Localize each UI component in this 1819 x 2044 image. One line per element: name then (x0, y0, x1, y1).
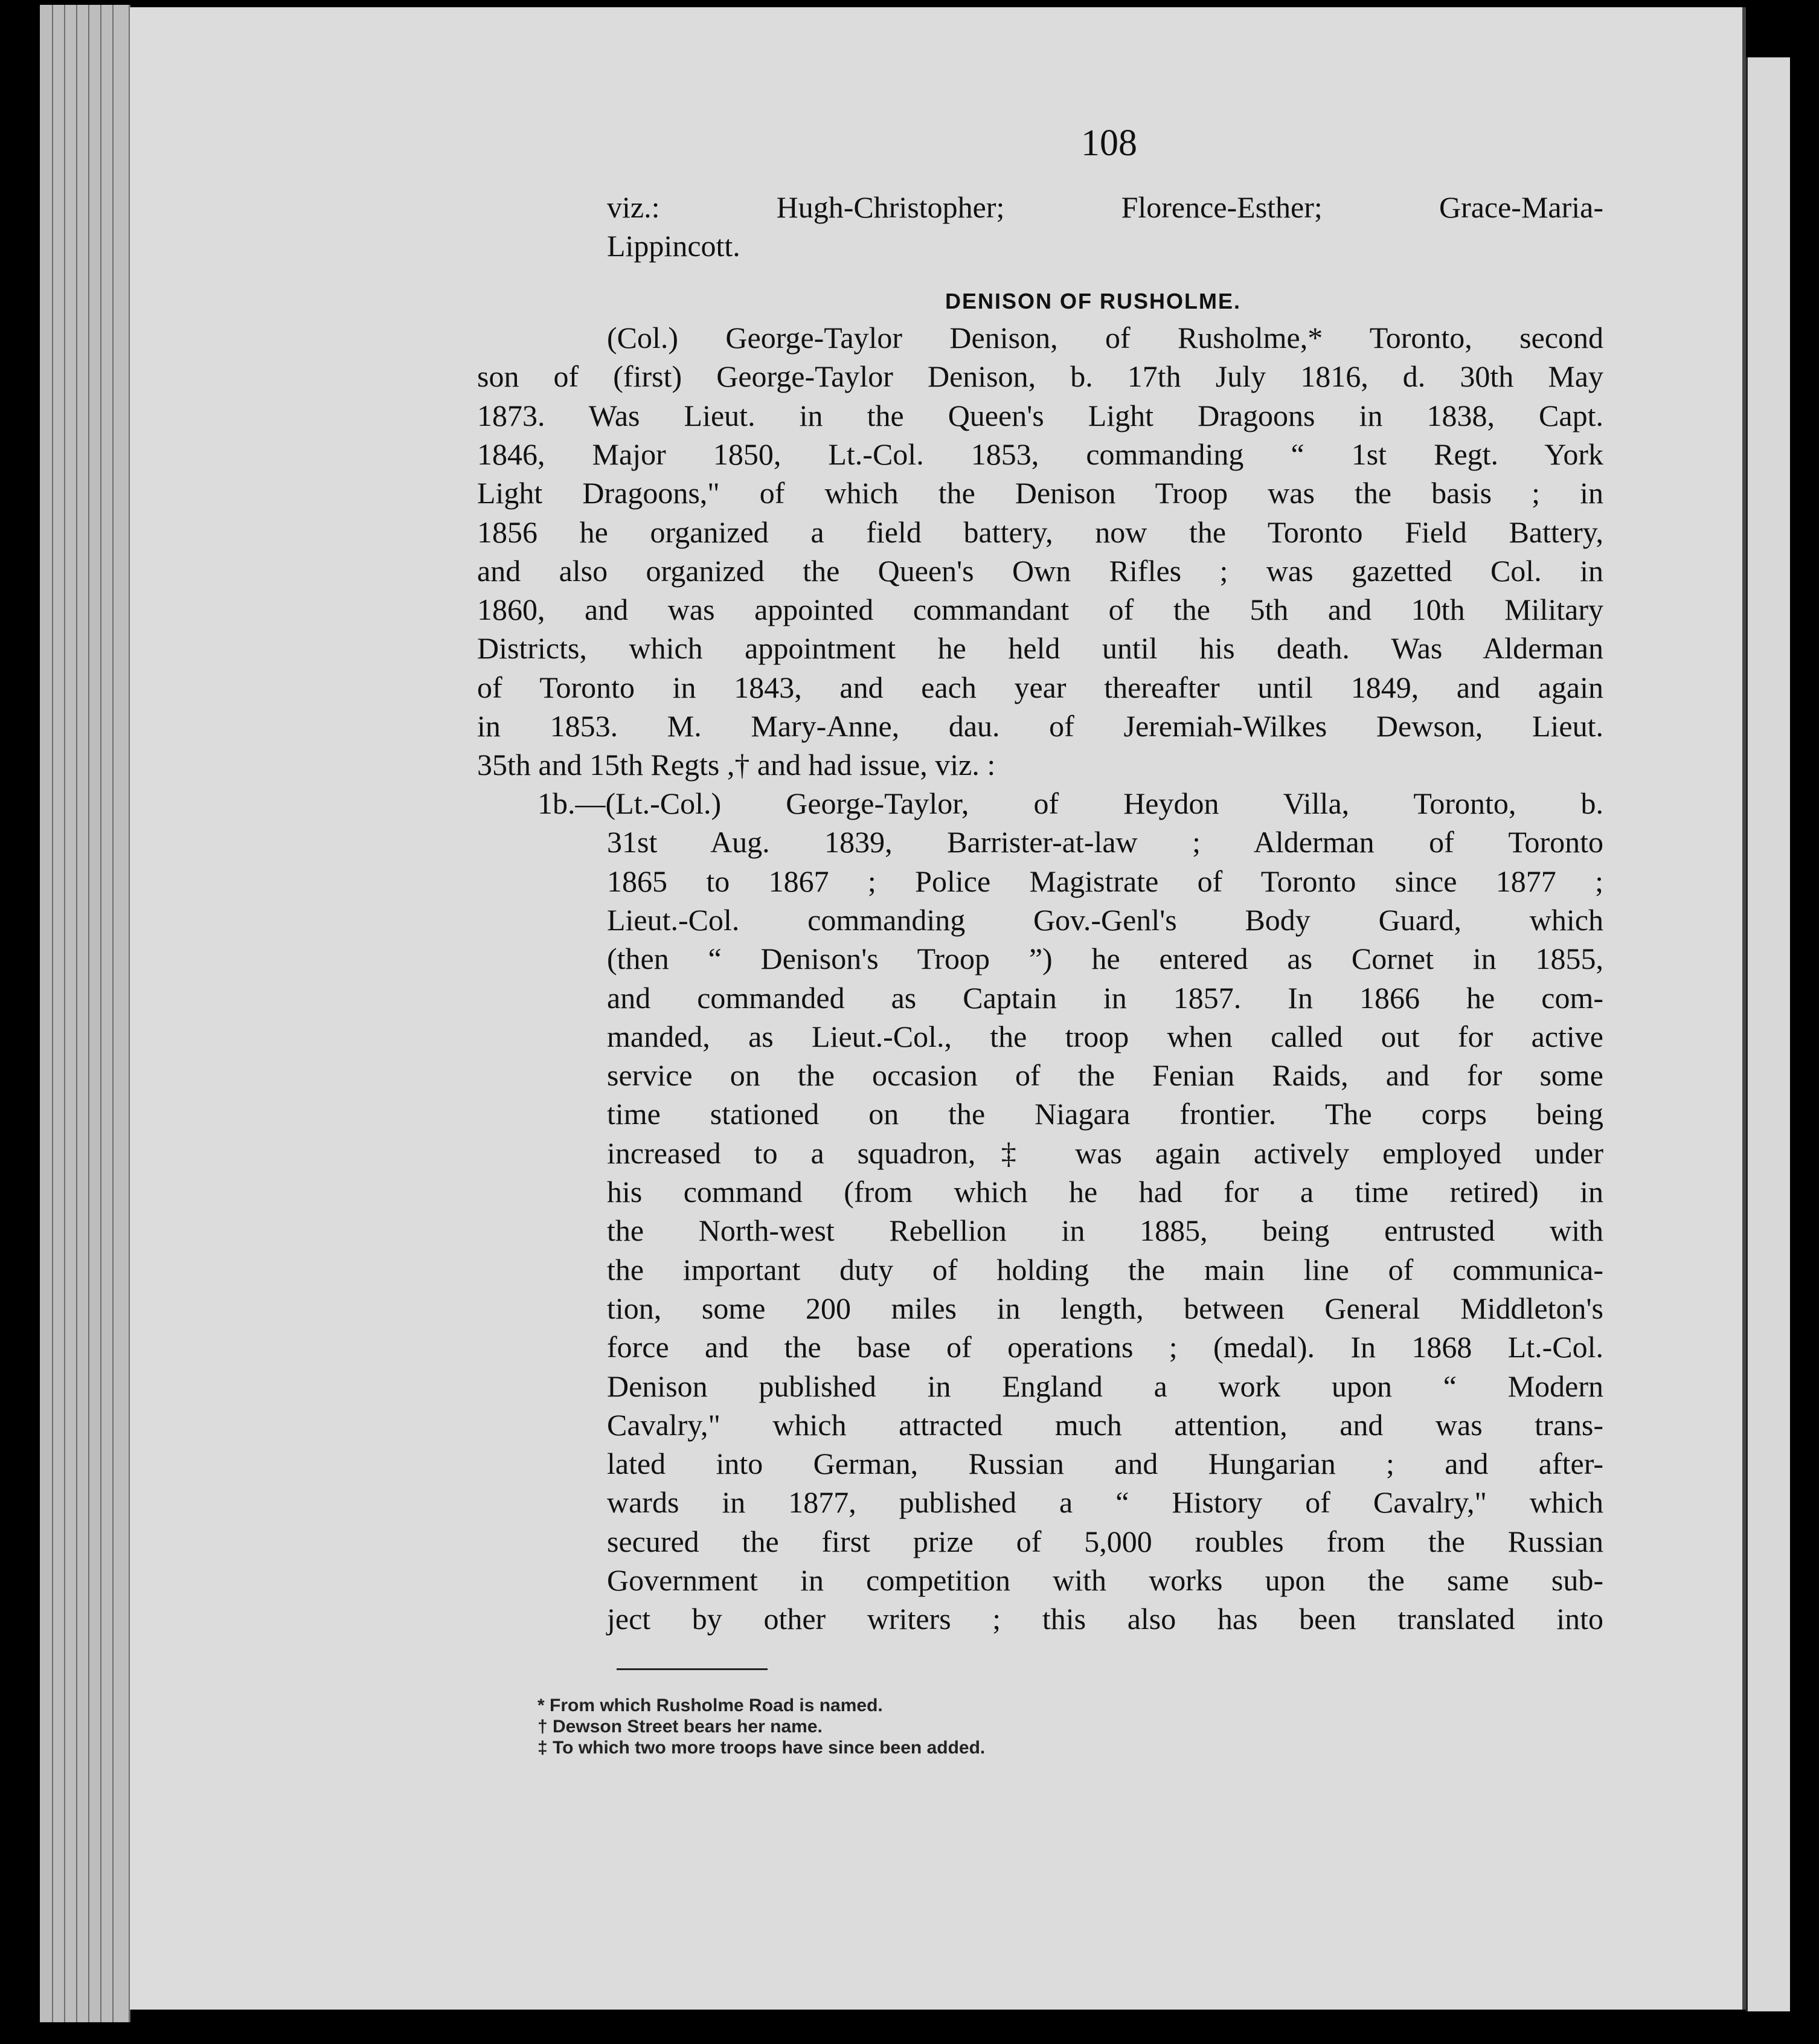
main-line: Light Dragoons," of which the Denison Troop was the basis ; in (477, 476, 1603, 510)
entry-line: Cavalry," which attracted much attention, and was trans- (607, 1407, 1603, 1442)
footnote-line: † Dewson Street bears her name. (537, 1717, 823, 1737)
main-line: 1856 he organized a field battery, now the Toronto Field Battery, (477, 515, 1603, 549)
entry-line: manded, as Lieut.-Col., the troop when called out for active (607, 1019, 1603, 1053)
main-line: in 1853. M. Mary-Anne, dau. of Jeremiah-Wilkes Dewson, Lieut. (477, 709, 1603, 743)
main-line: 1860, and was appointed commandant of the 5th and 10th Military (477, 593, 1603, 627)
facing-page-edge (1745, 57, 1790, 2011)
entry-line: lated into German, Russian and Hungarian ; and after- (607, 1447, 1603, 1481)
main-line: son of (first) George-Taylor Denison, b. 17th July 1816, d. 30th May (477, 359, 1603, 394)
main-line: Districts, which appointment he held until his death. Was Alderman (477, 631, 1603, 666)
entry-line: Government in competition with works upon the same sub- (607, 1563, 1603, 1597)
entry-line: ject by other writers ; this also has been translated into (607, 1602, 1603, 1636)
main-line: and also organized the Queen's Own Rifles ; was gazetted Col. in (477, 553, 1603, 588)
entry-line: increased to a squadron,‡ was again actively employed under (607, 1136, 1603, 1170)
entry-line: Denison published in England a work upon “ Modern (607, 1369, 1603, 1403)
footnote-line: ‡ To which two more troops have since been added. (537, 1738, 986, 1758)
main-line: 35th and 15th Regts ,† and had issue, viz. : (477, 748, 996, 782)
page-edges (40, 5, 130, 2022)
entry-line: Lieut.-Col. commanding Gov.-Genl's Body Guard, which (607, 902, 1603, 937)
book-page (130, 7, 1746, 2010)
entry-line: and commanded as Captain in 1857. In 1866 he com- (607, 980, 1603, 1015)
entry-line: the North-west Rebellion in 1885, being entrusted with (607, 1213, 1603, 1248)
entry-line: 31st Aug. 1839, Barrister-at-law ; Alderman of Toronto (607, 825, 1603, 860)
entry-line: 1865 to 1867 ; Police Magistrate of Toronto since 1877 ; (607, 864, 1603, 898)
entry-line: time stationed on the Niagara frontier. The corps being (607, 1097, 1603, 1131)
intro-line: Lippincott. (607, 229, 740, 263)
entry-line: the important duty of holding the main line of communica- (607, 1252, 1603, 1287)
footnote-line: * From which Rusholme Road is named. (537, 1695, 883, 1715)
entry-line: (then “ Denison's Troop ”) he entered as Cornet in 1855, (607, 942, 1603, 976)
entry-line: force and the base of operations ; (medal). In 1868 Lt.-Col. (607, 1330, 1603, 1364)
main-line: (Col.) George-Taylor Denison, of Rusholme,* Toronto, second (607, 321, 1603, 355)
entry-line: wards in 1877, published a “ History of Cavalry," which (607, 1485, 1603, 1520)
main-line: 1873. Was Lieut. in the Queen's Light Dragoons in 1838, Capt. (477, 398, 1603, 432)
entry-line: his command (from which he had for a time retired) in (607, 1175, 1603, 1209)
main-line: 1846, Major 1850, Lt.-Col. 1853, commanding “ 1st Regt. York (477, 437, 1603, 471)
entry-line: secured the first prize of 5,000 roubles from the Russian (607, 1524, 1603, 1558)
main-line: of Toronto in 1843, and each year thereafter until 1849, and again (477, 670, 1603, 704)
section-heading: DENISON OF RUSHOLME. (945, 289, 1242, 313)
intro-line: viz.: Hugh-Christopher; Florence-Esther; Grace-Maria- (607, 190, 1603, 224)
page-number: 108 (1081, 123, 1137, 164)
footnote-rule (617, 1668, 768, 1670)
entry-line: tion, some 200 miles in length, between General Middleton's (607, 1291, 1603, 1325)
entry-line: 1b.—(Lt.-Col.) George-Taylor, of Heydon Villa, Toronto, b. (537, 786, 1603, 820)
entry-line: service on the occasion of the Fenian Raids, and for some (607, 1058, 1603, 1093)
